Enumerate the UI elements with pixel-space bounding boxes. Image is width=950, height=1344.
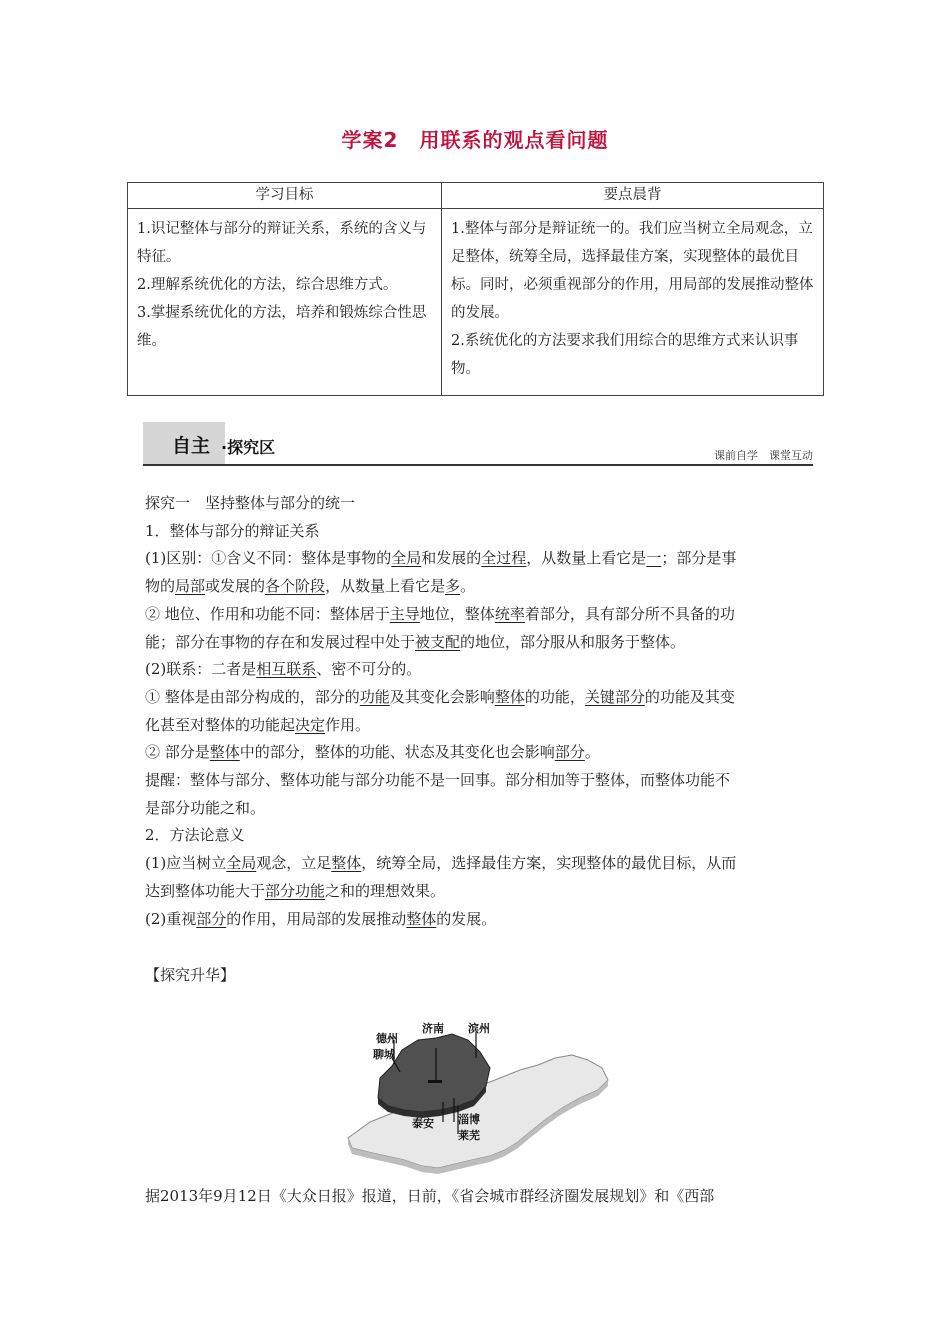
map-label-zibo: 淄博 (458, 1113, 480, 1126)
upgrade-heading: 【探究升华】 (145, 966, 236, 984)
key-point-item: 1.整体与部分是辩证统一的。我们应当树立全局观念，立足整体，统筹全局，选择最佳方案，实现整体的最优目标。同时，必须重视部分的作用，用局部的发展推动整体的发展。 (451, 221, 814, 321)
paragraph-line: 能；部分在事物的存在和发展过程中处于被支配的地位，部分服从和服务于整体。 (145, 632, 686, 651)
paragraph-line: 达到整体功能大于部分功能之和的理想效果。 (145, 881, 446, 900)
goals-table (127, 182, 824, 396)
goals-cell (128, 209, 442, 396)
map-label-jinan: 济南 (422, 1022, 444, 1035)
heading-explore-one: 探究一 坚持整体与部分的统一 (145, 494, 356, 512)
shandong-map-image (340, 1010, 620, 1175)
map-label-laiwu: 莱芜 (458, 1129, 480, 1142)
paragraph-line: ① 整体是由部分构成的，部分的功能及其变化会影响整体的功能，关键部分的功能及其变 (145, 687, 735, 706)
paragraph-line: 物的局部或发展的各个阶段，从数量上看它是多。 (145, 577, 476, 596)
page-title: 学案2 用联系的观点看问题 (341, 128, 609, 152)
paragraph-line: (1)应当树立全局观念，立足整体，统筹全局，选择最佳方案，实现整体的最优目标，从而 (145, 854, 737, 873)
goal-item: 1.识记整体与部分的辩证关系，系统的含义与特征。 (137, 221, 427, 265)
map-label-binzhou: 滨州 (468, 1022, 490, 1035)
heading-methodology: 2．方法论意义 (145, 826, 245, 845)
section-right-label: 课前自学 课堂互动 (714, 449, 813, 462)
goal-item: 3.掌握系统优化的方法，培养和锻炼综合性思维。 (137, 305, 427, 349)
news-paragraph: 据2013年9月12日《大众日报》报道，日前，《省会城市群经济圈发展规划》和《西部 (145, 1187, 715, 1205)
map-jinan-marker (428, 1080, 442, 1083)
map-label-dezhou: 德州 (376, 1032, 398, 1045)
map-label-taian: 泰安 (412, 1117, 434, 1130)
map-label-liaocheng: 聊城 (373, 1048, 395, 1061)
key-points-header: 要点晨背 (442, 183, 824, 209)
key-points-cell (442, 209, 824, 396)
section-divider (143, 464, 813, 466)
paragraph-line: (2)重视部分的作用，用局部的发展推动整体的发展。 (145, 909, 497, 928)
section-sub-label: ·探究区 (221, 438, 276, 457)
paragraph-line: ② 地位、作用和功能不同：整体居于主导地位，整体统率着部分，具有部分所不具备的功 (145, 604, 735, 623)
key-point-item: 2.系统优化的方法要求我们用综合的思维方式来认识事物。 (451, 333, 799, 377)
reminder-line: 是部分功能之和。 (145, 798, 266, 817)
reminder-line: 提醒：整体与部分、整体功能与部分功能不是一回事。部分相加等于整体，而整体功能不 (145, 771, 731, 790)
goals-header: 学习目标 (128, 183, 442, 209)
paragraph-line: 化甚至对整体的功能起决定作用。 (145, 715, 371, 734)
section-header (143, 422, 813, 466)
paragraph-line: ② 部分是整体中的部分，整体的功能、状态及其变化也会影响部分。 (145, 743, 600, 762)
main-content (145, 490, 810, 933)
paragraph-line: (1)区别：①含义不同：整体是事物的全局和发展的全过程，从数量上看它是一；部分是事 (145, 549, 737, 568)
section-main-label: 自主 (172, 435, 211, 457)
goal-item: 2.理解系统优化的方法，综合思维方式。 (137, 277, 398, 293)
heading-relation: 1．整体与部分的辩证关系 (145, 521, 320, 540)
paragraph-line: (2)联系：二者是相互联系、密不可分的。 (145, 660, 422, 679)
